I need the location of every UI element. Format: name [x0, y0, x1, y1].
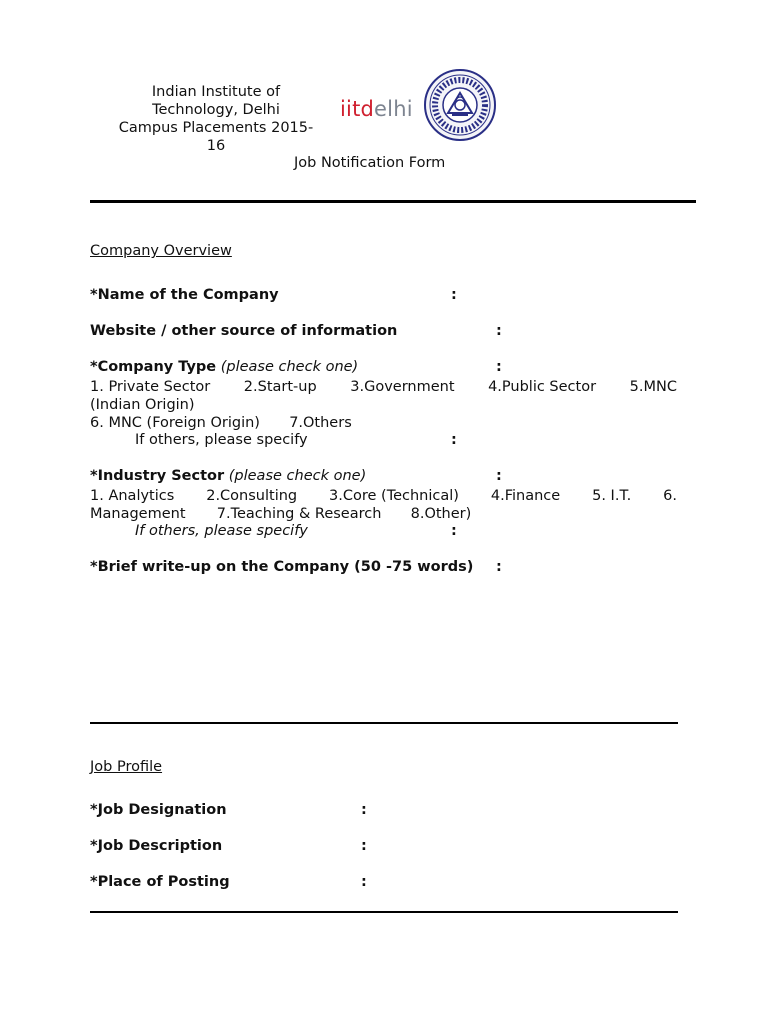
industry-option-it[interactable]: 5. I.T.	[592, 488, 632, 504]
company-type-other-colon: :	[451, 432, 457, 448]
company-type-colon: :	[496, 359, 502, 375]
industry-option-teaching[interactable]: 7.Teaching & Research	[216, 506, 382, 522]
iitd-seal-icon	[424, 69, 496, 141]
company-type-option-private[interactable]: 1. Private Sector	[90, 379, 211, 395]
header-divider	[90, 200, 696, 203]
industry-sector-heading: *Industry Sector (please check one)	[90, 468, 367, 484]
institute-line-3: Campus Placements 2015-	[118, 120, 314, 136]
writeup-label: *Brief write-up on the Company (50 -75 words)	[90, 559, 474, 575]
industry-option-finance[interactable]: 4.Finance	[490, 488, 561, 504]
company-type-option-mnc-indian[interactable]: 5.MNC	[629, 379, 677, 395]
place-of-posting-colon: :	[361, 874, 367, 890]
company-type-row-3	[90, 414, 677, 432]
form-title: Job Notification Form	[294, 155, 446, 171]
iitd-logo-text: iitdelhi	[340, 97, 413, 121]
institute-line-4: 16	[206, 138, 226, 154]
company-type-heading: *Company Type (please check one)	[90, 359, 359, 375]
company-type-option-startup[interactable]: 2.Start-up	[243, 379, 317, 395]
website-colon: :	[496, 323, 502, 339]
writeup-colon: :	[496, 559, 502, 575]
industry-option-core[interactable]: 3.Core (Technical)	[329, 488, 459, 504]
company-type-option-public[interactable]: 4.Public Sector	[488, 379, 597, 395]
industry-sector-colon: :	[496, 468, 502, 484]
industry-sector-options	[90, 487, 677, 523]
company-type-option-mnc-foreign[interactable]: 6. MNC (Foreign Origin)	[90, 415, 260, 431]
company-type-row-2: (Indian Origin)	[90, 397, 195, 413]
place-of-posting-label: *Place of Posting	[90, 874, 230, 890]
company-name-colon: :	[451, 287, 457, 303]
job-designation-label: *Job Designation	[90, 802, 227, 818]
job-designation-colon: :	[361, 802, 367, 818]
industry-other-colon: :	[451, 523, 457, 539]
company-type-other-label: If others, please specify	[135, 432, 308, 448]
industry-option-management-num[interactable]: 6.	[663, 488, 677, 504]
company-type-option-government[interactable]: 3.Government	[350, 379, 455, 395]
job-description-colon: :	[361, 838, 367, 854]
institute-line-1: Indian Institute of	[151, 84, 281, 100]
job-profile-heading: Job Profile	[90, 759, 163, 775]
industry-row-1	[90, 487, 677, 505]
company-overview-divider	[90, 722, 678, 724]
institute-name	[88, 83, 344, 155]
company-type-options	[90, 378, 677, 432]
job-description-label: *Job Description	[90, 838, 223, 854]
company-type-option-others[interactable]: 7.Others	[289, 415, 352, 431]
industry-row-2	[90, 505, 677, 523]
company-name-label: *Name of the Company	[90, 287, 279, 303]
industry-option-other[interactable]: 8.Other)	[410, 506, 472, 522]
job-profile-divider	[90, 911, 678, 913]
industry-option-analytics[interactable]: 1. Analytics	[90, 488, 175, 504]
industry-option-consulting[interactable]: 2.Consulting	[206, 488, 298, 504]
industry-option-management[interactable]: Management	[90, 506, 186, 522]
website-label: Website / other source of information	[90, 323, 398, 339]
company-type-row-1	[90, 378, 677, 396]
industry-other-label: If others, please specify	[135, 523, 308, 539]
company-overview-heading: Company Overview	[90, 243, 232, 259]
institute-line-2: Technology, Delhi	[152, 102, 280, 118]
